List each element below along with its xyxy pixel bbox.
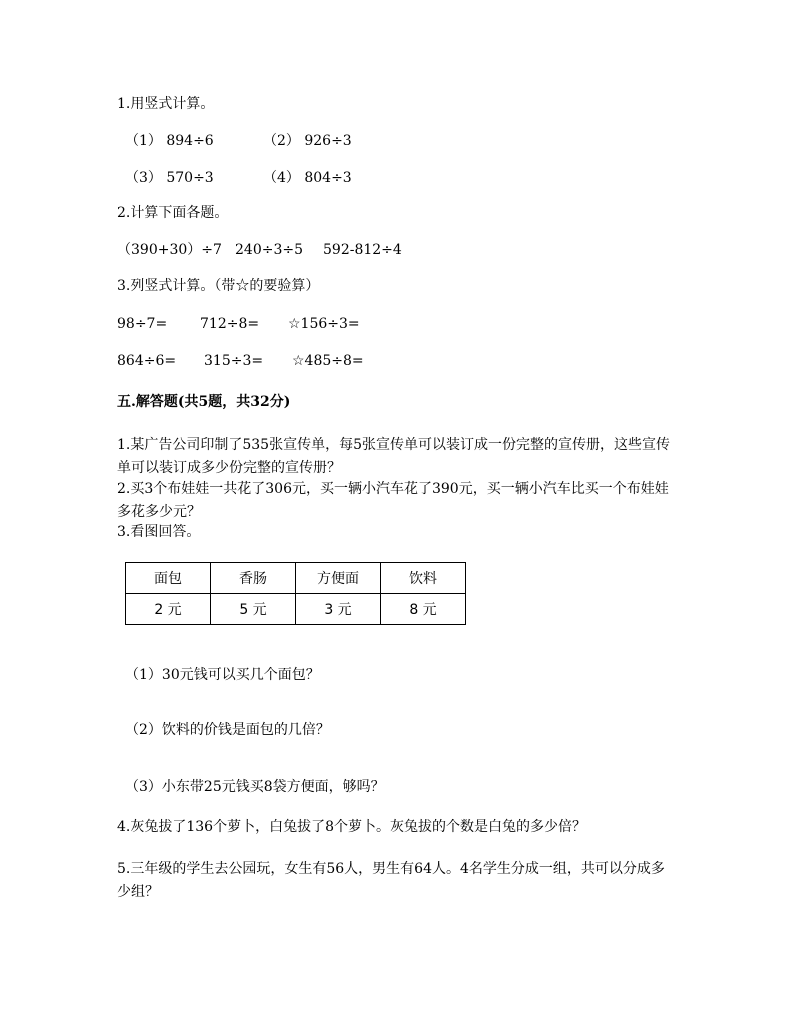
q2-item-1: （390+30）÷7 [117, 242, 222, 258]
section5-heading: 五.解答题(共5题，共32分) [117, 394, 291, 410]
problem-3-sub-1: （1）30元钱可以买几个面包？ [125, 667, 320, 683]
q2-item-3: 592-812÷4 [323, 242, 402, 258]
q3-row2-item-2: 315÷3= [204, 353, 264, 369]
q1-title: 1.用竖式计算。 [117, 96, 215, 112]
problem-1: 1.某广告公司印制了535张宣传单，每5张宣传单可以装订成一份完整的宣传册，这些宣传单可以装订成多少份完整的宣传册？ [117, 437, 670, 476]
problem-5: 5.三年级的学生去公园玩，女生有56人，男生有64人。4名学生分成一组，共可以分成多少组？ [117, 861, 665, 900]
q2-item-2: 240÷3÷5 [235, 242, 303, 258]
price-table [125, 562, 466, 625]
table-header-cell: 方便面 [296, 563, 381, 594]
problem-4: 4.灰兔拔了136个萝卜，白兔拔了8个萝卜。灰兔拔的个数是白兔的多少倍？ [117, 819, 586, 835]
q3-title: 3.列竖式计算。（带☆的要验算） [117, 278, 320, 294]
q1-item-2: （2） 926÷3 [263, 133, 352, 149]
table-header-cell: 香肠 [211, 563, 296, 594]
q1-item-4: （4） 804÷3 [263, 170, 352, 186]
problem-3-title: 3.看图回答。 [117, 524, 201, 540]
table-row [126, 594, 466, 625]
q3-row1-item-2: 712÷8= [200, 316, 260, 332]
q2-title: 2.计算下面各题。 [117, 205, 229, 221]
q3-row1-item-1: 98÷7= [117, 316, 168, 332]
q3-row1-item-3: ☆156÷3= [288, 316, 360, 332]
table-cell: 2 元 [126, 594, 211, 625]
table-row [126, 563, 466, 594]
table-cell: 5 元 [211, 594, 296, 625]
problem-3-sub-3: （3）小东带25元钱买8袋方便面，够吗？ [125, 779, 385, 795]
q3-row2-item-3: ☆485÷8= [292, 353, 364, 369]
table-header-cell: 面包 [126, 563, 211, 594]
table-header-cell: 饮料 [381, 563, 466, 594]
q3-row2-item-1: 864÷6= [117, 353, 177, 369]
table-cell: 3 元 [296, 594, 381, 625]
q1-item-1: （1） 894÷6 [125, 133, 214, 149]
problem-3-sub-2: （2）饮料的价钱是面包的几倍？ [125, 722, 330, 738]
problem-2: 2.买3个布娃娃一共花了306元，买一辆小汽车花了390元，买一辆小汽车比买一个布娃娃多花多少元？ [117, 481, 669, 520]
q1-item-3: （3） 570÷3 [125, 170, 214, 186]
table-cell: 8 元 [381, 594, 466, 625]
